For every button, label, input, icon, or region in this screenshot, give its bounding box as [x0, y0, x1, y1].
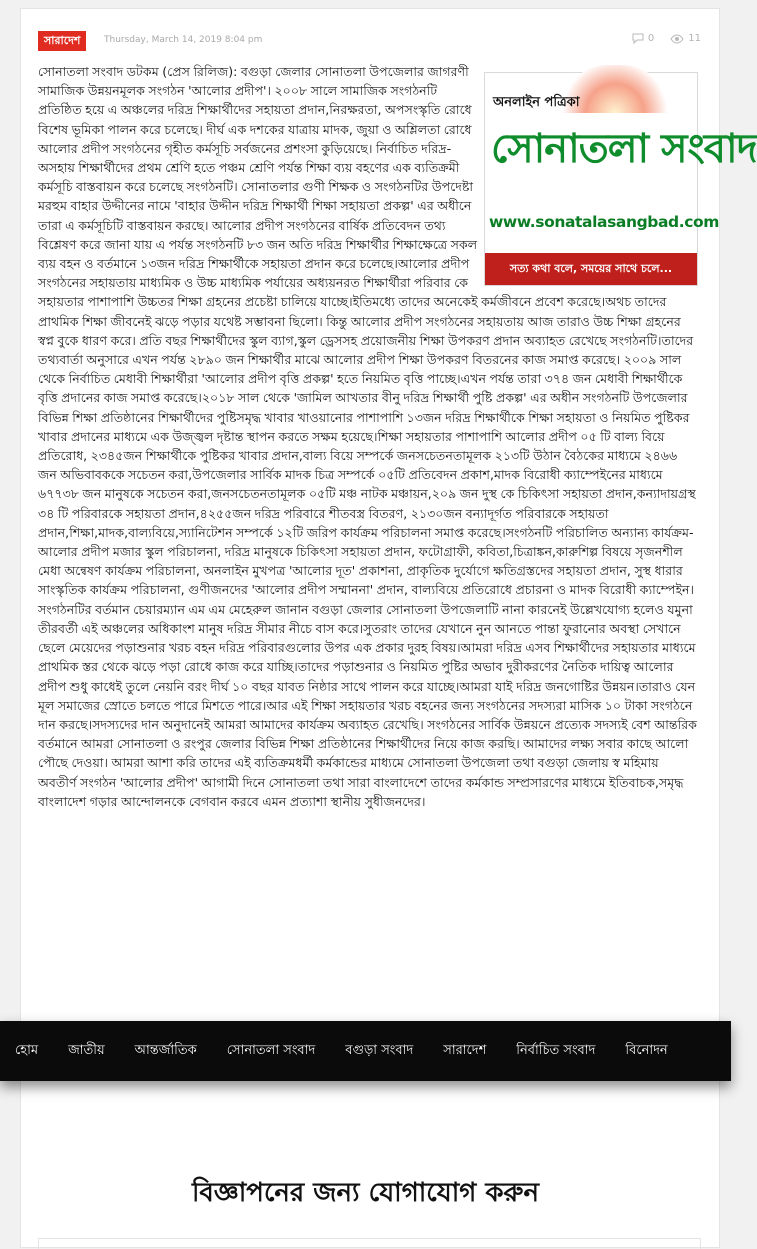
nav-sonatala[interactable]: সোনাতলা সংবাদ — [226, 1043, 316, 1058]
views-value: 11 — [688, 33, 701, 44]
nav-selected[interactable]: নির্বাচিত সংবাদ — [516, 1043, 596, 1058]
nav-entertainment[interactable]: বিনোদন — [625, 1043, 668, 1058]
nav-national[interactable]: জাতীয় — [68, 1043, 105, 1058]
post-date: Thursday, March 14, 2019 8:04 pm — [104, 35, 263, 45]
article-body — [38, 62, 698, 811]
ad-tagline: সত্য কথা বলে, সময়ের সাথে চলে... — [485, 253, 697, 285]
ad-subtitle: অনলাইন পত্রিকা — [493, 95, 580, 110]
sticky-navbar — [0, 1021, 731, 1081]
nav-country[interactable]: সারাদেশ — [443, 1043, 487, 1058]
ad-float-spacer — [478, 62, 698, 292]
post-meta — [38, 31, 701, 53]
eye-icon — [670, 34, 684, 44]
next-section-box — [38, 1238, 701, 1249]
comments-count[interactable] — [632, 33, 654, 44]
nav-international[interactable]: আন্তর্জাতিক — [134, 1043, 197, 1058]
nav-bogura[interactable]: বগুড়া সংবাদ — [345, 1043, 414, 1058]
comment-icon — [632, 33, 644, 44]
views-count — [670, 33, 701, 44]
article-text: সোনাতলা সংবাদ ডটকম (প্রেস রিলিজ): বগুড়া জেলার সোনাতলা উপজেলার জাগরণী সামাজিক উন্নয়নমূলক সংগঠন 'আলোর প্রদীপ'। ২০০৮ সালে সামাজিক সংগঠনটি প্রতিষ্ঠিত হয়ে এ অঞ্চলের দরিদ্র শিক্ষার্থীদের সহায়তা প্রদান,নিরক্ষরতা, অপসংস্কৃতি রোধে বিশেষ ভূমিকা পালন করে চলেছে। দীর্ঘ এক দশকের যাত্রায় মাদক, জুয়া ও অশ্লিলতা রোধে আলোর প্রদীপ সংগঠনের গৃহীত কর্মসূচি সর্বজনের প্রশংসা কুড়িয়েছে। নির্বাচিত দরিদ্র-অসহায় শিক্ষার্থীদের প্রথম শ্রেণি হতে পঞ্চম শ্রেণি পর্যন্ত শিক্ষা ব্যয় বহণের এক ব্যতিক্রমী কর্মসূচি বাস্তবায়ন করে চলেছে সংগঠনটি। সোনাতলার গুণী শিক্ষক ও সংগঠনটির উপদেষ্টা মরহুম বাহার উদ্দীনের নামে 'বাহার উদ্দীন দরিদ্র শিক্ষার্থী শিক্ষা সহায়তা প্রকল্প' এর অধীনে তারা এ কর্মসূচিটি বাস্তবায়ন করছে। আলোর প্রদীপ সংগঠনের বার্ষিক প্রতিবেদন তথ্য বিশ্লেষণ করে জানা যায় এ পর্যন্ত সংগঠনটি ৮৩ জন অতি দরিদ্র শিক্ষার্থীর শিক্ষাক্ষেত্রে সকল ব্যয় বহন ও বর্তমানে ১৩জন দরিদ্র শিক্ষার্থীকে সহায়তা প্রদান করে চলেছে।আলোর প্রদীপ সংগঠনের সহায়তায় মাধ্যমিক ও উচ্চ মাধ্যমিক পর্যায়ের অধ্যয়নরত শিক্ষার্থীরা পরিবার কে সহায়তার পাশাপাশি উচ্চতর শিক্ষা গ্রহনের প্রচেষ্টা চালিয়ে যাচ্ছে।ইতিমধ্যে তাদের অনেকেই কর্মজীবনে প্রবেশ করেছে।অথচ তাদের প্রাথমিক শিক্ষা জীবনেই ঝড়ে পড়ার যথেষ্ট সম্ভাবনা ছিলো। কিন্তু আলোর প্রদীপ সংগঠনের সহায়তায় আজ তারাও উচ্চ শিক্ষা গ্রহনের স্বপ্ন বুকে ধারণ করে। প্রতি বছর শিক্ষার্থীদের স্কুল ব্যাগ,স্কুল ড্রেসসহ প্রয়োজনীয় শিক্ষা উপকরণ প্রদান অব্যাহত রেখেছে সংগঠনটি।তাদের তথ্যবার্তা অনুসারে এখন পর্যন্ত ২৮৯০ জন শিক্ষার্থীর মাঝে আলোর প্রদীপ শিক্ষা উপকরণ বিতরনের কাজ সমাপ্ত করেছে। ২০০৯ সাল থেকে নির্বাচিত মেধাবী শিক্ষার্থীরা 'আলোর প্রদীপ বৃত্তি প্রকল্প' হতে নিয়মিত বৃত্তি পাচ্ছে।এখন পর্যন্ত তারা ৩৭৪ জন মেধাবী শিক্ষার্থীকে বৃত্তি প্রদানের কাজ সমাপ্ত করেছে।২০১৮ সাল থেকে 'জামিল আখতার বীনু দরিদ্র শিক্ষার্থী পুষ্টি প্রকল্প' এর অধীন সংগঠনটি উপজেলার বিভিন্ন শিক্ষা প্রতিষ্ঠানের শিক্ষার্থীদের পুষ্টিসমৃদ্ধ খাবার খাওয়ানোর পাশাপাশি ১৩জন দরিদ্র শিক্ষার্থীকে শিক্ষা সহায়তা ও নিয়মিত পুষ্টিকর খাবার প্রদানের মাধ্যমে এক উজ্জ্বল দৃষ্টান্ত স্থাপন করতে সক্ষম হয়েছে।শিক্ষা সহায়তার পাশাপাশি আলোর প্রদীপ ০৫ টি বাল্য বিয়ে প্রতিরোধ, ২৩৪৫জন শিক্ষার্থীকে পুষ্টিকর খাবার প্রদান,বাল্য বিয়ে সম্পর্কে জনসচেতনতামূলক ২১৩টি উঠান বৈঠকের মাধ্যমে ২৪৬৬ জন অভিবাবককে সচেতন করা,উপজেলার সার্বিক মাদক চিত্র সম্পর্কে ০৫টি প্রতিবেদন প্রকাশ,মাদক বিরোধী ক্যাম্পেইনের মাধ্যমে ৬৭৭৩৮ জন মানুষকে সচেতন করা,জনসচেতনতামূলক ০৫টি মঞ্চ নাটক মঞ্চায়ন,২০৯ জন দুস্থ কে চিকিৎসা সহায়তা প্রদান,কন্যাদায়গ্রস্থ ৩৪ টি পরিবারকে সহায়তা প্রদান,৪২৫৫জন দরিদ্র পরিবারে শীতবস্ত্র বিতরণ, ২১৩০জন বন্যাদূর্গত পরিবারকে সহায়তা প্রদান,শিক্ষা,মাদক,বাল্যবিয়ে,স্যানিটেশন সম্পর্কে ১২টি জরিপ কার্যক্রম পরিচালনা সমাপ্ত করেছে।সংগঠনটি পরিচালিত অন্যান্য কার্যক্রম- আলোর প্রদীপ মজার স্কুল পরিচালনা, দরিদ্র মানুষকে চিকিৎসা সহায়তা প্রদান, ফটোগ্রাফী, কবিতা,চিত্রাঙ্কন,কারুশিল্প বিষয়ে সৃজনশীল মেধা অন্বেষণ কার্যক্রম পরিচালনা, অনলাইন মুখপত্র 'আলোর দূত' প্রকাশনা, প্রাকৃতিক দুর্যোগে ক্ষতিগ্রস্তদের সহায়তা প্রদান, সুস্থ ধারার সাংস্কৃতিক কার্যক্রম পরিচালনা, গুণীজনদের 'আলোর প্রদীপ সম্মাননা' প্রদান, বাল্যবিয়ে প্রতিরোধে প্রচারনা ও মাদক বিরোধী ক্যাম্পেইন।সংগঠনটির বর্তমান চেয়ারম্যান এম এম মেহেরুল জানান বগুড়া জেলার সোনাতলা উপজেলাটি নানা কারনেই উল্লেখযোগ্য হলেও যমুনা তীরবর্তী এই অঞ্চলের অধিকাংশ মানুষ দরিদ্র সীমার নীচে বাস করে।সুতরাং তাদের যেখানে নুন আনতে পান্তা ফুরানোর অবস্থা সেখানে ছেলে মেয়েদের পড়াশুনার খরচ বহন দরিদ্র পরিবারগুলোর উপর এক প্রকার দুরহ বিষয়।আমরা দরিদ্র এসব শিক্ষার্থীদের সহায়তার মাধ্যমে প্রাথমিক স্তর থেকে ঝড়ে পড়া রোধে কাজ করে যাচ্ছি।তাদের পড়াশুনার ও নিয়মিত পুষ্টির অভাব দুরীকরণের নৈতিক দায়িত্ব আলোর প্রদীপ শুধু কাধেই তুলে নেয়নি বরং দীর্ঘ ১০ বছর যাবত নিষ্ঠার সাথে পালন করে যাচ্ছে।আমরা যাই দরিদ্র জনগোষ্টির উন্নয়ন।তারাও যেন মূল সমাজের স্রোতে চলতে পারে মিশতে পারে।আর এই শিক্ষা সহায়তার খরচ বহনের জন্য সংগঠনের সদস্যরা মাসিক ১০ টাকা সংগঠনে দান করছে।সদস্যদের দান অনুদানেই আমরা আমাদের কার্যক্রম অব্যাহত রেখেছি। সংগঠনের সার্বিক উন্নয়নে প্রত্যেক সদস্যই বেশ আন্তরিক বর্তমানে আমরা সোনাতলা ও রংপুর জেলার বিভিন্ন শিক্ষা প্রতিষ্ঠানের শিক্ষার্থীদের নিয়ে কাজ করছি। আমাদের লক্ষ্য সবার কাছে আলো পৌছে দেওয়া। আমরা আশা করি তাদের এই ব্যতিক্রমধর্মী কর্মকান্ডের মাধ্যমে সোনাতলা উপজেলা তথা বগুড়া জেলায় স্ব মহিমায় অবতীর্ণ সংগঠন 'আলোর প্রদীপ' আগামী দিনে সোনাতলা তথা সারা বাংলাদেশে তাদের কর্মকান্ড সম্প্রসারণের মাধ্যমে ইতিবাচক,সমৃদ্ধ বাংলাদেশ গড়ার আন্দোলনকে বেগবান করবে এমন প্রত্যাশা স্থানীয় সুধীজনদের। — [38, 64, 697, 809]
post-stats — [632, 33, 701, 44]
nav-home[interactable]: হোম — [15, 1043, 39, 1058]
ad-title: সোনাতলা সংবাদ — [491, 125, 757, 172]
advertise-heading: বিজ্ঞাপনের জন্য যোগাযোগ করুন — [191, 1178, 540, 1208]
comments-value: 0 — [647, 33, 655, 44]
ad-url: www.sonatalasangbad.com — [489, 213, 720, 231]
category-badge[interactable]: সারাদেশ — [38, 31, 86, 51]
